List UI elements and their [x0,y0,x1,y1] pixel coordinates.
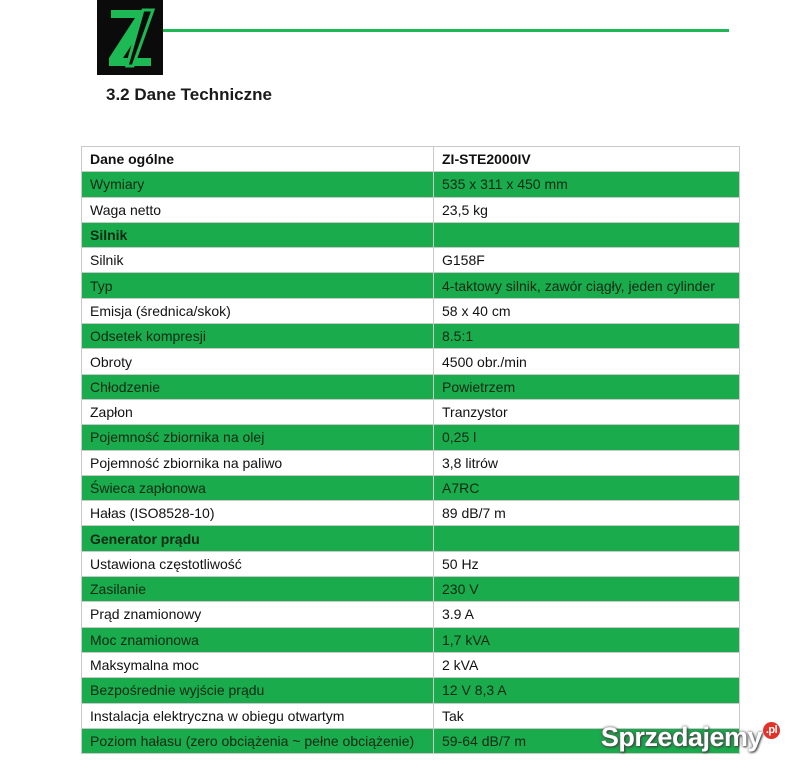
table-row [82,197,740,222]
spec-label: Maksymalna moc [82,652,434,677]
spec-value: G158F [434,248,740,273]
spec-value: 2 kVA [434,652,740,677]
table-row [82,425,740,450]
watermark-logo [601,722,780,753]
table-row [82,602,740,627]
spec-label: Moc znamionowa [82,627,434,652]
spec-label: Poziom hałasu (zero obciążenia ~ pełne obciążenie) [82,728,434,753]
table-row [82,678,740,703]
spec-value: 50 Hz [434,551,740,576]
section-title: 3.2 Dane Techniczne [106,85,272,104]
header-rule [163,29,729,32]
z-logo-icon [97,0,163,75]
table-row [82,475,740,500]
spec-label: Silnik [82,248,434,273]
spec-label: Prąd znamionowy [82,602,434,627]
spec-value: A7RC [434,475,740,500]
brand-logo [97,0,163,75]
table-row [82,273,740,298]
spec-value: 535 x 311 x 450 mm [434,172,740,197]
spec-label: Ustawiona częstotliwość [82,551,434,576]
table-row [82,172,740,197]
spec-value: 89 dB/7 m [434,501,740,526]
table-row [82,450,740,475]
spec-value: Powietrzem [434,374,740,399]
spec-label: Świeca zapłonowa [82,475,434,500]
table-row [82,577,740,602]
table-row [82,399,740,424]
spec-value: 59-64 dB/7 m [434,728,740,753]
table-row [82,147,740,172]
table-row [82,374,740,399]
table-row [82,652,740,677]
spec-label: Waga netto [82,197,434,222]
spec-value: 1,7 kVA [434,627,740,652]
spec-value: 0,25 l [434,425,740,450]
spec-value: 4500 obr./min [434,349,740,374]
table-row [82,551,740,576]
spec-label: Chłodzenie [82,374,434,399]
table-row [82,298,740,323]
spec-value: 58 x 40 cm [434,298,740,323]
table-row [82,526,740,551]
spec-value: 12 V 8,3 A [434,678,740,703]
spec-value: Tranzystor [434,399,740,424]
spec-label: Odsetek kompresji [82,324,434,349]
spec-value: Tak [434,703,740,728]
spec-label: Pojemność zbiornika na olej [82,425,434,450]
table-row [82,349,740,374]
spec-value: ZI-STE2000IV [434,147,740,172]
spec-value: 230 V [434,577,740,602]
spec-value: 8.5:1 [434,324,740,349]
table-row [82,222,740,247]
table-row [82,627,740,652]
spec-value [434,222,740,247]
spec-label: Instalacja elektryczna w obiegu otwartym [82,703,434,728]
spec-label: Wymiary [82,172,434,197]
table-row [82,324,740,349]
spec-label: Typ [82,273,434,298]
table-row [82,248,740,273]
spec-value: 23,5 kg [434,197,740,222]
spec-label: Bezpośrednie wyjście prądu [82,678,434,703]
spec-label: Emisja (średnica/skok) [82,298,434,323]
watermark-text: Sprzedajemy [600,722,762,752]
spec-value [434,526,740,551]
spec-value: 3.9 A [434,602,740,627]
spec-label: Silnik [82,222,434,247]
spec-label: Zasilanie [82,577,434,602]
spec-value: 4-taktowy silnik, zawór ciągły, jeden cylinder [434,273,740,298]
watermark-dot: .pl [763,722,780,739]
spec-label: Generator prądu [82,526,434,551]
spec-label: Zapłon [82,399,434,424]
spec-label: Obroty [82,349,434,374]
spec-table [81,146,740,754]
spec-label: Dane ogólne [82,147,434,172]
spec-label: Hałas (ISO8528-10) [82,501,434,526]
spec-label: Pojemność zbiornika na paliwo [82,450,434,475]
table-row [82,501,740,526]
spec-value: 3,8 litrów [434,450,740,475]
